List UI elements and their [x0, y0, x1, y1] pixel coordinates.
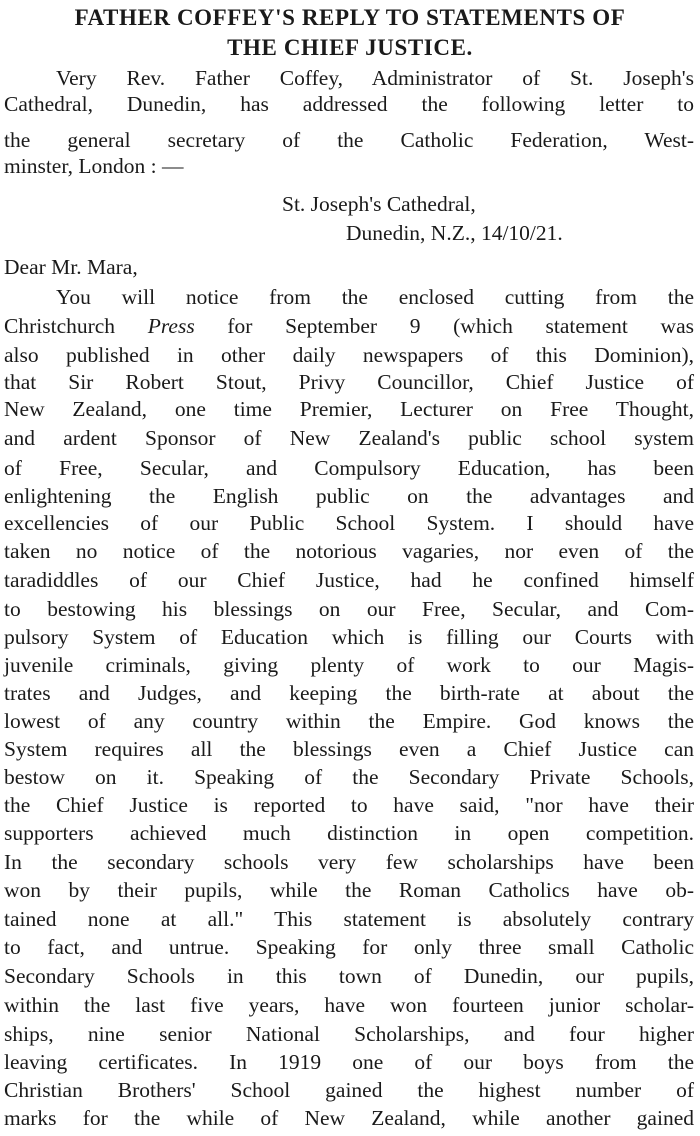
letter-line: also published in other daily newspapers of this Dominion),: [4, 343, 694, 367]
letter-line: New Zealand, one time Premier, Lecturer on Free Thought,: [4, 397, 694, 421]
letter-line: excellencies of our Public School System. I should have: [4, 511, 694, 535]
intro-line: Cathedral, Dunedin, has addressed the following letter to: [4, 92, 694, 116]
letter-line: ships, nine senior National Scholarships, and four higher: [4, 1022, 694, 1046]
address-line-1: St. Joseph's Cathedral,: [282, 192, 476, 216]
letter-line: System requires all the blessings even a Chief Justice can: [4, 737, 694, 761]
article-title: [0, 3, 700, 63]
text-run: for September 9 (which statement was: [194, 314, 694, 338]
letter-line: and ardent Sponsor of New Zealand's public school system: [4, 426, 694, 450]
text-run: Christchurch: [4, 314, 148, 338]
letter-line: marks for the while of New Zealand, while another gained: [4, 1106, 694, 1130]
letter-line: to bestowing his blessings on our Free, Secular, and Com-: [4, 597, 694, 621]
letter-line: You will notice from the enclosed cutting from the: [56, 285, 694, 309]
letter-line: to fact, and untrue. Speaking for only three small Catholic: [4, 935, 694, 959]
intro-line: the general secretary of the Catholic Federation, West-: [4, 128, 694, 152]
letter-line: juvenile criminals, giving plenty of work to our Magis-: [4, 653, 694, 677]
newspaper-title: Press: [147, 314, 195, 338]
salutation: Dear Mr. Mara,: [4, 255, 138, 279]
letter-line: bestow on it. Speaking of the Secondary Private Schools,: [4, 765, 694, 789]
letter-line: Secondary Schools in this town of Dunedin, our pupils,: [4, 964, 694, 988]
letter-line: tained none at all." This statement is absolutely contrary: [4, 907, 694, 931]
letter-line: In the secondary schools very few scholarships have been: [4, 850, 694, 874]
intro-line: minster, London : —: [4, 154, 184, 178]
letter-line: pulsory System of Education which is filling our Courts with: [4, 625, 694, 649]
letter-line: trates and Judges, and keeping the birth-rate at about the: [4, 681, 694, 705]
letter-line: taradiddles of our Chief Justice, had he confined himself: [4, 568, 694, 592]
title-line-2: THE CHIEF JUSTICE.: [227, 35, 473, 60]
letter-line: taken no notice of the notorious vagaries, nor even of the: [4, 539, 694, 563]
letter-line: lowest of any country within the Empire. God knows the: [4, 709, 694, 733]
letter-line: enlightening the English public on the advantages and: [4, 484, 694, 508]
letter-line: within the last five years, have won fourteen junior scholar-: [4, 993, 694, 1017]
letter-line: supporters achieved much distinction in open competition.: [4, 821, 694, 845]
letter-line: of Free, Secular, and Compulsory Education, has been: [4, 456, 694, 480]
letter-line: won by their pupils, while the Roman Catholics have ob-: [4, 878, 694, 902]
address-line-2: Dunedin, N.Z., 14/10/21.: [346, 221, 563, 245]
letter-line: Christian Brothers' School gained the highest number of: [4, 1078, 694, 1102]
letter-line: that Sir Robert Stout, Privy Councillor, Chief Justice of: [4, 370, 694, 394]
intro-line: Very Rev. Father Coffey, Administrator of St. Joseph's: [56, 66, 694, 90]
letter-line: leaving certificates. In 1919 one of our boys from the: [4, 1050, 694, 1074]
letter-line: [4, 313, 694, 339]
letter-line: the Chief Justice is reported to have said, "nor have their: [4, 793, 694, 817]
title-line-1: FATHER COFFEY'S REPLY TO STATEMENTS OF: [74, 5, 626, 30]
